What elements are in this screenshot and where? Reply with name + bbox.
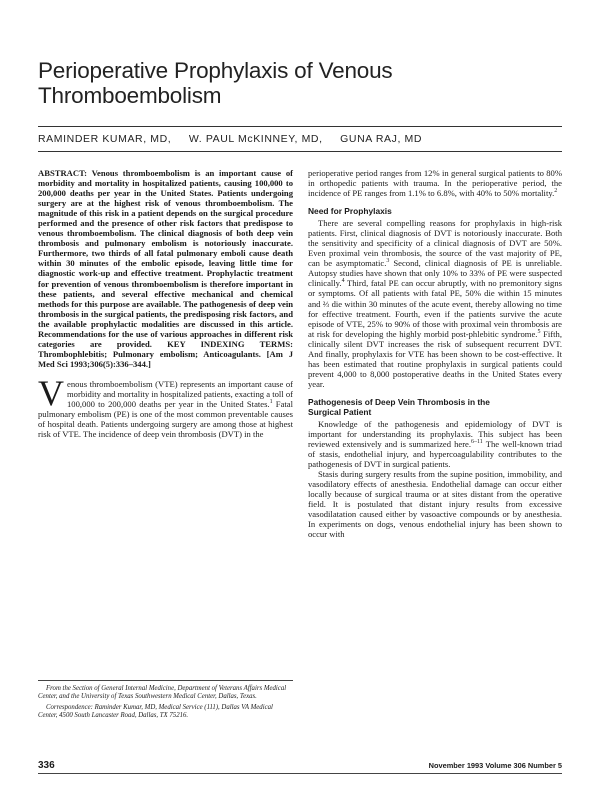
intro-paragraph (38, 372, 293, 440)
section1-paragraph (308, 218, 562, 389)
section-heading-prophylaxis: Need for Prophylaxis (308, 206, 392, 217)
right-intro-paragraph (308, 168, 562, 198)
s2-heading-line-2: Surgical Patient (308, 406, 372, 417)
author-list (38, 133, 562, 145)
s2-ref-1: 6–11 (471, 439, 483, 446)
right-column (308, 168, 562, 540)
footer-divider (38, 773, 562, 774)
abstract: ABSTRACT: Venous thromboembolism is an important cause of morbidity and mortality in hospitalized patients, causing 100,000 to 200,000 deaths per year in the United States. Patients undergoing surgery are at the highest risk of venous thromboembolism. The magnitude of this risk in a patient depends on the surgical procedure performed and the presence of other risk factors that predispose to venous thromboembolism. The clinical diagnosis of both deep vein thrombosis and pulmonary embolism is notoriously inaccurate. Furthermore, two thirds of all fatal pulmonary emboli cause death within 30 minutes of the embolic episode, leaving little time for diagnostic work-up and effective treatment. Prophylactic treatment for prevention of venous thromboembolism is therefore important in these patients, and several effective mechanical and chemical methods for this purpose are available. The pathogenesis of deep vein thrombosis in the surgical patients, the predisposing risk factors, and the available prophylactic modalities are discussed in this article. Recommendations for the use of various approaches in different risk categories are provided. KEY INDEXING TERMS: Thrombophlebitis; Pulmonary embolism; Anticoagulants. [Am J Med Sci 1993;306(5):336–344.] (38, 168, 293, 369)
section-heading-pathogenesis (308, 397, 562, 417)
title-divider-bottom (38, 151, 562, 152)
footnotes (38, 680, 293, 723)
s1-ref-2: 4 (341, 278, 345, 285)
author-1: RAMINDER KUMAR, MD, (38, 133, 172, 145)
s2-text-a: Knowledge of the pathogenesis and epidemiology of DVT is important for understanding its prophylaxis. This subject has been reviewed extensively and is summarized here. (308, 418, 562, 450)
s1-ref-1: 3 (386, 258, 390, 265)
correspondence-note: Correspondence: Raminder Kumar, MD, Medical Service (111), Dallas VA Medical Center, 4500 South Lancaster Road, Dallas, TX 75216. (38, 703, 273, 720)
intro-text-b: Fatal pulmonary embolism (PE) is one of the most common preventable causes of hospital death. Patients undergoing surgery are among those at highest risk of VTE. The incidence of deep vein thrombosis (DVT) in the (38, 399, 293, 440)
title-divider-top (38, 126, 562, 127)
s1-text-d: Fifth, clinically silent DVT increases the risk of subsequent recurrent DVT. And finally, prophylaxis for VTE has been shown to be cost-effective. It has been estimated that routine prophylaxis in surgical patients could prevent 4,000 to 8,000 postoperative deaths in the United States every year. (308, 328, 562, 389)
article-title (38, 58, 558, 108)
right-intro-text: perioperative period ranges from 12% in general surgical patients to 80% in orthopedic patients with trauma. In the perioperative period, the incidence of PE ranges from 1.1% to 6.8%, with 40% to 50% mortality. (308, 168, 562, 199)
section2-paragraph-1 (308, 419, 562, 469)
author-3: GUNA RAJ, MD (340, 133, 423, 145)
s1-text-a: There are several compelling reasons for prophylaxis in high-risk patients. First, clinical diagnosis of DVT is notoriously inaccurate. Both the sensitivity and specificity of a clinical diagnosis of DVT are 50%. Even proximal vein thrombosis, the source of the vast majority of PE, can be asymptomatic. (308, 218, 562, 269)
section2-paragraph-2: Stasis during surgery results from the supine position, immobility, and vasodilatory effects of anesthesia. Endothelial damage can occur either locally because of surgical trauma or at sites distant from the operative field. It is postulated that distant injury results from excessive vasodilatation caused either by vasoactive compounds or by anesthesia. In experiments on dogs, venous endothelial injury has been shown to occur with (308, 469, 562, 540)
page-number: 336 (38, 760, 55, 771)
s1-text-b: Second, clinical diagnosis of PE is unreliable. Autopsy studies have shown that only 10% to 33% of PE were suspected clinically. (308, 258, 562, 289)
title-line-1: Perioperative Prophylaxis of Venous (38, 58, 393, 83)
s2-text-b: The well-known triad of stasis, endothelial injury, and hypercoagulability contributes to the pathogenesis of DVT in surgical patients. (308, 439, 563, 470)
author-2: W. PAUL McKINNEY, MD, (188, 133, 323, 145)
s1-ref-3: 5 (537, 328, 541, 335)
intro-text-a: enous thromboembolism (VTE) represents an important cause of morbidity and mortality in hospitalized patients, exacting a toll of 100,000 to 200,000 deaths per year in the United States. (67, 378, 293, 410)
title-line-2: Thromboembolism (38, 83, 222, 108)
drop-cap: V (38, 372, 64, 413)
right-intro-ref: 2 (554, 188, 558, 195)
s2-heading-line-1: Pathogenesis of Deep Vein Thrombosis in the (308, 396, 490, 407)
s1-text-c: Third, fatal PE can occur abruptly, with no premonitory signs or symptoms. Of all patients with fatal PE, 50% die within 15 minutes and ⅔ die within 30 minutes of the acute event, thereby allowing no time for effective treatment. Fourth, even if the patients survive the acute episode of VTE, 25% to 90% of those with proximal vein thrombosis are at risk for developing the highly morbid post-phlebitic syndrome. (308, 278, 562, 339)
intro-ref-a: 1 (269, 399, 273, 406)
affiliation-note: From the Section of General Internal Medicine, Department of Veterans Affairs Medical Center, and the University of Texas Southwestern Medical Center, Dallas, Texas. (38, 685, 287, 701)
left-column (38, 168, 293, 439)
journal-issue: November 1993 Volume 306 Number 5 (428, 761, 562, 770)
